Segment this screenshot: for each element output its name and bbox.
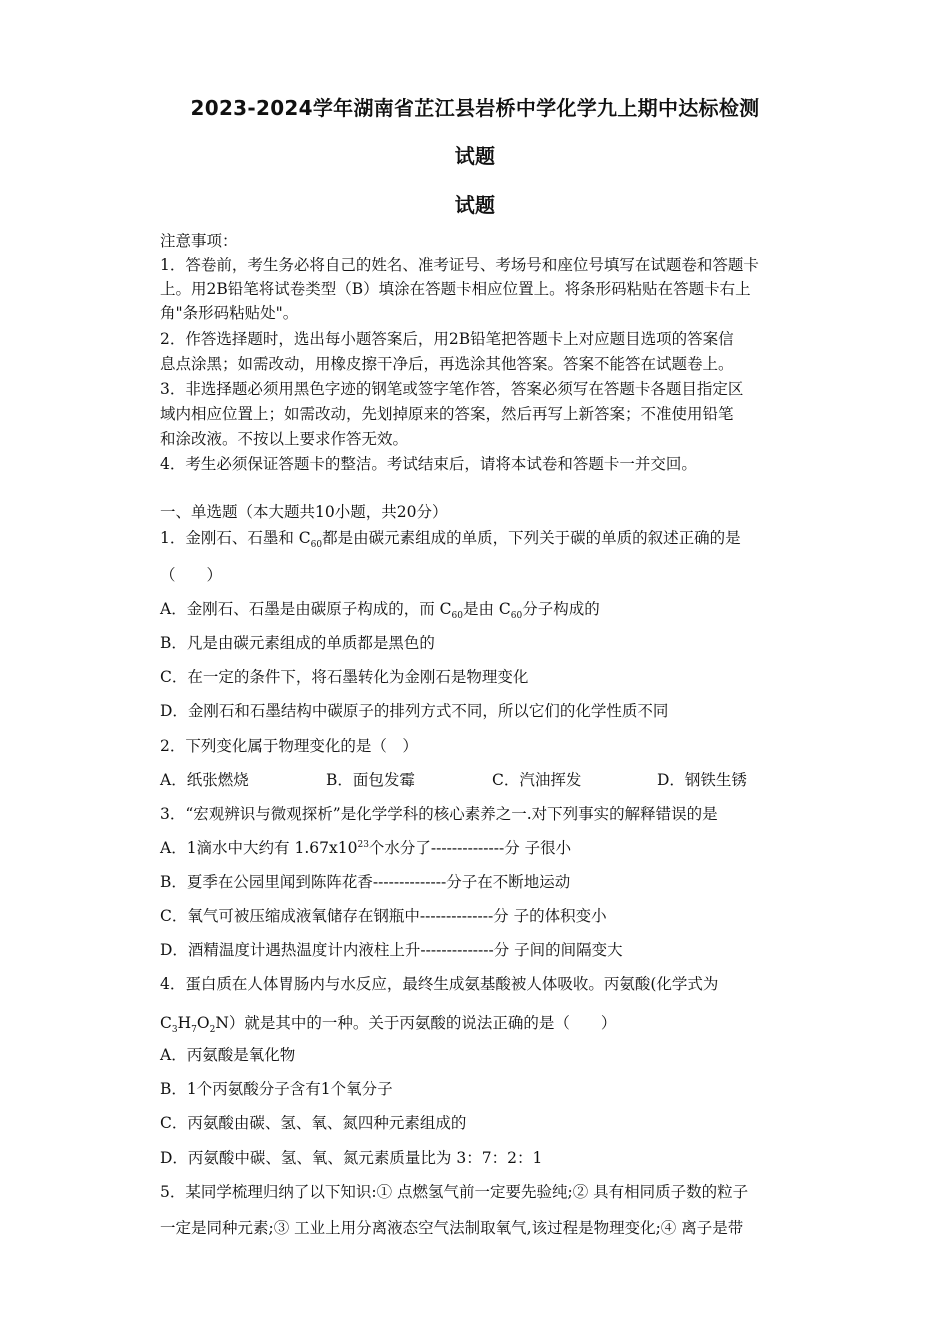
question-1-option-c: C．在一定的条件下，将石墨转化为金刚石是物理变化 bbox=[160, 668, 529, 686]
notice-line: 1．答卷前，考生务必将自己的姓名、准考证号、考场号和座位号填写在试题卷和答题卡 bbox=[160, 256, 759, 274]
question-1-stem bbox=[160, 526, 741, 551]
q4-formula-o-sub: 2 bbox=[209, 1025, 216, 1036]
q1-a-pre: A．金刚石、石墨是由碳原子构成的，而 C bbox=[160, 600, 452, 618]
question-4-option-c: C．丙氨酸由碳、氢、氧、氮四种元素组成的 bbox=[160, 1114, 467, 1132]
notice-line: 域内相应位置上；如需改动，先划掉原来的答案，然后再写上新答案；不准使用铅笔 bbox=[160, 405, 734, 423]
q1-a-sub1: 60 bbox=[451, 611, 463, 622]
q1-stem-post: 都是由碳元素组成的单质，下列关于碳的单质的叙述正确的是 bbox=[322, 529, 741, 547]
question-1-option-a bbox=[160, 597, 600, 622]
exam-title-line2: 试题 bbox=[454, 144, 496, 168]
question-2-option-c: C．汽油挥发 bbox=[492, 771, 582, 789]
q4-stem2-post: ）就是其中的一种。关于丙氨酸的说法正确的是（ ） bbox=[228, 1014, 617, 1032]
notice-line: 4．考生必须保证答题卡的整洁。考试结束后，请将本试卷和答题卡一并交回。 bbox=[160, 455, 697, 473]
notice-line: 和涂改液。不按以上要求作答无效。 bbox=[160, 430, 409, 448]
notice-line: 2．作答选择题时，选出每小题答案后，用2B铅笔把答题卡上对应题目选项的答案信 bbox=[160, 330, 734, 348]
question-2-options bbox=[160, 768, 800, 788]
question-1-paren: （ ） bbox=[160, 566, 223, 584]
notice-line: 息点涂黑；如需改动，用橡皮擦干净后，再选涂其他答案。答案不能答在试题卷上。 bbox=[160, 355, 734, 373]
notice-line: 3．非选择题必须用黑色字迹的钢笔或签字笔作答，答案必须写在答题卡各题目指定区 bbox=[160, 380, 744, 398]
question-3-option-d: D．酒精温度计遇热温度计内液柱上升--------------分 子间的间隔变大 bbox=[160, 941, 623, 959]
q1-stem-pre: 1．金刚石、石墨和 C bbox=[160, 529, 311, 547]
q4-formula-c-sub: 3 bbox=[171, 1025, 178, 1036]
question-4-option-b: B．1个丙氨酸分子含有1个氧分子 bbox=[160, 1080, 393, 1098]
q4-formula-h: H bbox=[177, 1014, 192, 1032]
question-1-option-b: B．凡是由碳元素组成的单质都是黑色的 bbox=[160, 634, 435, 652]
question-2-option-b: B．面包发霉 bbox=[326, 771, 415, 789]
question-3-option-b: B．夏季在公园里闻到陈阵花香--------------分子在不断地运动 bbox=[160, 873, 571, 891]
question-4-option-d: D．丙氨酸中碳、氢、氧、氮元素质量比为 3：7：2：1 bbox=[160, 1149, 543, 1167]
q4-formula-o: O bbox=[196, 1014, 210, 1032]
q4-formula-h-sub: 7 bbox=[191, 1025, 197, 1036]
question-3-option-a bbox=[160, 836, 571, 858]
q3-a-post: 个水分了--------------分 子很小 bbox=[368, 839, 572, 857]
question-2-option-d: D．钢铁生锈 bbox=[657, 771, 747, 789]
question-3-stem: 3．“宏观辨识与微观探析”是化学学科的核心素养之一.对下列事实的解释错误的是 bbox=[160, 805, 718, 823]
q3-a-sup: 23 bbox=[357, 839, 369, 850]
notice-line: 上。用2B铅笔将试卷类型（B）填涂在答题卡相应位置上。将条形码粘贴在答题卡右上 bbox=[160, 280, 751, 298]
notice-line: 角"条形码粘贴处"。 bbox=[160, 304, 299, 322]
exam-title-line3: 试题 bbox=[454, 193, 496, 217]
question-5-line1: 5．某同学梳理归纳了以下知识:① 点燃氢气前一定要先验纯;② 具有相同质子数的粒子 bbox=[160, 1183, 749, 1201]
q1-a-post: 分子构成的 bbox=[522, 600, 600, 618]
question-5-line2: 一定是同种元素;③ 工业上用分离液态空气法制取氧气,该过程是物理变化;④ 离子是带 bbox=[160, 1219, 744, 1237]
question-2-option-a: A．纸张燃烧 bbox=[160, 771, 249, 789]
q4-formula-c: C bbox=[160, 1014, 172, 1032]
question-4-stem-line2 bbox=[160, 1011, 617, 1036]
question-3-option-c: C．氧气可被压缩成液氧储存在钢瓶中--------------分 子的体积变小 bbox=[160, 907, 607, 925]
section-heading: 一、单选题（本大题共10小题，共20分） bbox=[160, 503, 448, 521]
question-4-stem-line1: 4．蛋白质在人体胃肠内与水反应，最终生成氨基酸被人体吸收。丙氨酸(化学式为 bbox=[160, 975, 719, 993]
q3-a-pre: A．1滴水中大约有 1.67x10 bbox=[160, 839, 358, 857]
question-2-stem: 2．下列变化属于物理变化的是（ ） bbox=[160, 737, 418, 755]
question-4-option-a: A．丙氨酸是氧化物 bbox=[160, 1046, 296, 1064]
q4-formula-n: N bbox=[215, 1014, 229, 1032]
exam-title-line1: 2023-2024学年湖南省芷江县岩桥中学化学九上期中达标检测 bbox=[190, 96, 760, 120]
question-1-option-d: D．金刚石和石墨结构中碳原子的排列方式不同，所以它们的化学性质不同 bbox=[160, 702, 669, 720]
q1-stem-sub: 60 bbox=[310, 540, 323, 551]
q1-a-sub2: 60 bbox=[510, 611, 523, 622]
notice-heading: 注意事项： bbox=[160, 232, 238, 250]
q1-a-mid: 是由 C bbox=[462, 600, 511, 618]
